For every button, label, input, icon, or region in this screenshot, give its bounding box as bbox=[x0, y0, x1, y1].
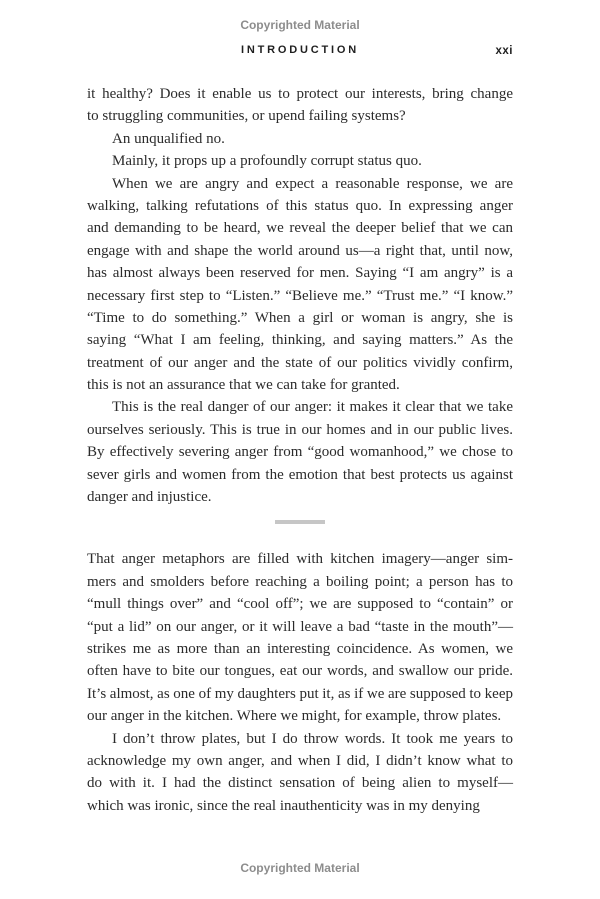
text-line: Mainly, it props up a profoundly corrupt status quo. bbox=[112, 153, 422, 170]
text-line: When we are angry and expect a reasonable response, we are bbox=[112, 175, 513, 192]
paragraph bbox=[87, 396, 513, 508]
text-line: “Time to do something.” When a girl or woman is angry, she is bbox=[87, 309, 513, 326]
text-line: our anger in the kitchen. Where we might, for example, throw plates. bbox=[87, 708, 502, 725]
text-line: An unqualified no. bbox=[112, 130, 225, 147]
page-number: xxi bbox=[495, 45, 513, 57]
text-line: this is not an assurance that we can take for granted. bbox=[87, 377, 400, 394]
section-divider bbox=[87, 508, 513, 548]
text-line: to struggling communities, or upend failing systems? bbox=[87, 108, 406, 125]
text-line: acknowledge my own anger, and when I did, I didn’t know what to bbox=[87, 752, 513, 769]
paragraph bbox=[87, 128, 513, 150]
running-header bbox=[87, 44, 513, 59]
text-line: “mull things over” and “cool off”; we are supposed to “contain” or bbox=[87, 596, 513, 613]
text-line: which was ironic, since the real inauthenticity was in my denying bbox=[87, 797, 480, 814]
text-line: danger and injustice. bbox=[87, 489, 212, 506]
copyright-notice-top: Copyrighted Material bbox=[240, 18, 360, 32]
text-line: mers and smolders before reaching a boiling point; a person has to bbox=[87, 573, 513, 590]
paragraph bbox=[87, 728, 513, 818]
text-line: “put a lid” on our anger, or it will leave a bad “taste in the mouth”— bbox=[87, 618, 513, 635]
text-line: and demanding to be heard, we reveal the deeper belief that we can bbox=[87, 220, 513, 237]
text-line: That anger metaphors are filled with kitchen imagery—anger sim- bbox=[87, 551, 513, 568]
text-line: saying “What I am feeling, thinking, and saying matters.” As the bbox=[87, 332, 513, 349]
text-line: By effectively severing anger from “good womanhood,” we chose to bbox=[87, 444, 513, 461]
text-line: strikes me as more than an interesting coincidence. As women, we bbox=[87, 640, 513, 657]
text-line: treatment of our anger and the state of our politics vividly confirm, bbox=[87, 354, 513, 371]
body-text bbox=[87, 83, 513, 817]
text-line: do with it. I had the distinct sensation of being alien to myself— bbox=[87, 775, 513, 792]
paragraph bbox=[87, 173, 513, 397]
paragraph bbox=[87, 83, 513, 128]
text-line: has almost always been reserved for men. Saying “I am angry” is a bbox=[87, 265, 513, 282]
text-line: often have to bite our tongues, eat our words, and swallow our pride. bbox=[87, 663, 513, 680]
chapter-title: INTRODUCTION bbox=[241, 44, 359, 56]
text-line: it healthy? Does it enable us to protect our interests, bring change bbox=[87, 86, 513, 102]
divider-bar bbox=[275, 520, 325, 524]
text-line: ourselves seriously. This is true in our homes and in our public lives. bbox=[87, 421, 513, 438]
text-line: necessary first step to “Listen.” “Believe me.” “Trust me.” “I know.” bbox=[87, 287, 513, 304]
text-line: walking, talking refutations of this status quo. In expressing anger bbox=[87, 197, 513, 214]
text-line: It’s almost, as one of my daughters put it, as if we are supposed to keep bbox=[87, 685, 513, 702]
text-line: sever girls and women from the emotion that best protects us against bbox=[87, 466, 513, 483]
text-line: engage with and shape the world around us—a right that, until now, bbox=[87, 242, 513, 259]
text-line: This is the real danger of our anger: it makes it clear that we take bbox=[112, 399, 513, 416]
paragraph bbox=[87, 548, 513, 727]
text-line: I don’t throw plates, but I do throw words. It took me years to bbox=[112, 730, 513, 747]
paragraph bbox=[87, 150, 513, 172]
copyright-notice-bottom: Copyrighted Material bbox=[240, 861, 360, 875]
